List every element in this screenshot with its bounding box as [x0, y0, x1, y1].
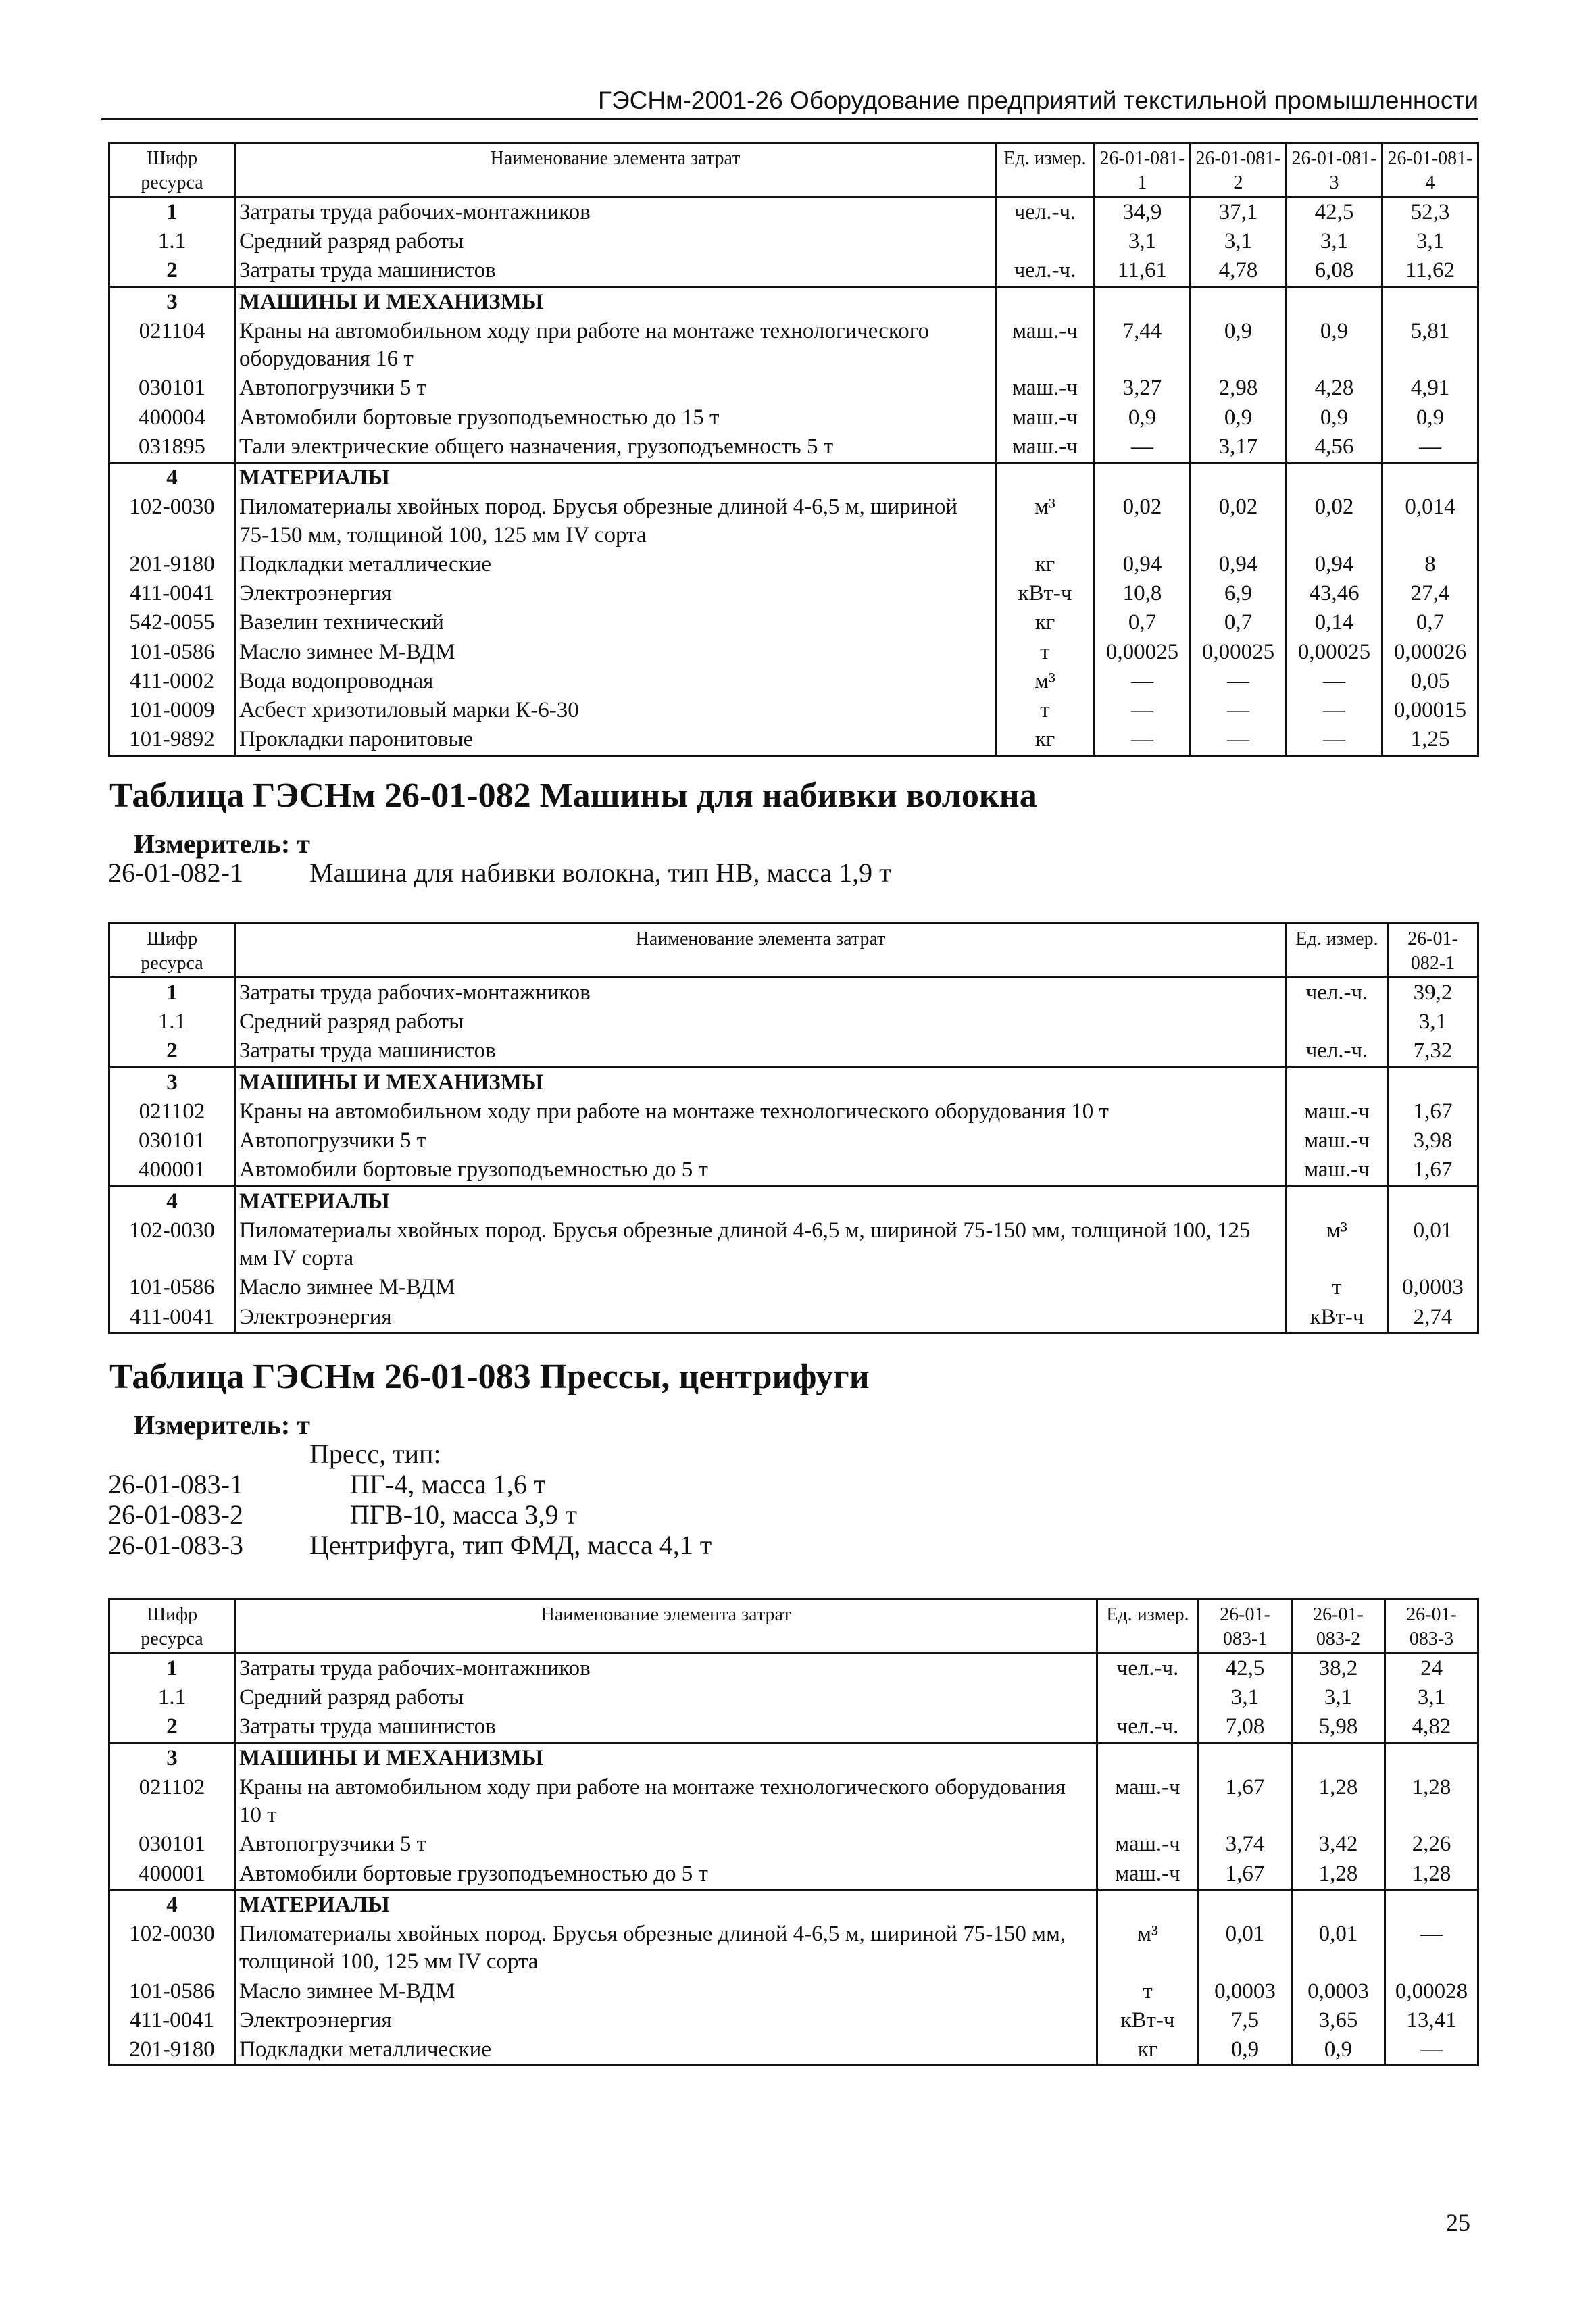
cell-code: 031895: [109, 432, 235, 463]
header-unit: Ед. измер.: [1097, 1599, 1199, 1653]
header-unit: Ед. измер.: [1287, 924, 1388, 978]
section-row: [109, 1186, 1478, 1216]
cell-unit: чел.-ч.: [996, 256, 1095, 287]
cell-value: 13,41: [1385, 2006, 1478, 2035]
table-row: [109, 227, 1478, 256]
cell-value: 4,91: [1382, 374, 1478, 403]
cell-name: Средний разряд работы: [235, 1683, 1097, 1712]
cell-value: 3,1: [1191, 227, 1287, 256]
cell-value: 3,1: [1388, 1007, 1478, 1037]
cell-unit: м³: [1097, 1920, 1199, 1977]
cell-value: 3,65: [1292, 2006, 1385, 2035]
cell-name: Автопогрузчики 5 т: [235, 374, 996, 403]
cell-code: 411-0041: [109, 2006, 235, 2035]
cell-value: 3,1: [1095, 227, 1191, 256]
cell-value: —: [1191, 725, 1287, 755]
item-description: Машина для набивки волокна, тип НВ, масса 1,9 т: [309, 857, 891, 888]
cell-name: Электроэнергия: [235, 1303, 1287, 1333]
cell-code: 411-0041: [109, 1303, 235, 1333]
cell-code: 400001: [109, 1860, 235, 1890]
cell-value: —: [1095, 725, 1191, 755]
cell-value: 37,1: [1191, 197, 1287, 227]
cell-unit: [1287, 1007, 1388, 1037]
cell-name: Прокладки паронитовые: [235, 725, 996, 755]
cell-value: —: [1191, 696, 1287, 725]
cell-value: 0,94: [1287, 550, 1382, 579]
table-row: [109, 1037, 1478, 1067]
cell-value: 0,7: [1095, 608, 1191, 637]
section-row: [109, 1743, 1478, 1773]
cell-value: 11,62: [1382, 256, 1478, 287]
cell-value: 27,4: [1382, 579, 1478, 608]
cell-value: 3,1: [1382, 227, 1478, 256]
cell-value: 2,98: [1191, 374, 1287, 403]
table-row: [109, 579, 1478, 608]
section-row: [109, 463, 1478, 493]
cell-value: 0,02: [1095, 493, 1191, 550]
cell-value: 3,74: [1199, 1830, 1292, 1859]
cell-value: —: [1095, 432, 1191, 463]
cell-code: 102-0030: [109, 493, 235, 550]
table-row: [109, 1007, 1478, 1037]
cell-value: 3,1: [1287, 227, 1382, 256]
cell-value: 0,01: [1388, 1216, 1478, 1274]
cell-code: 411-0002: [109, 667, 235, 696]
cell-code: 1: [109, 197, 235, 227]
page-number: 25: [1446, 2209, 1470, 2236]
cell-unit: чел.-ч.: [1097, 1653, 1199, 1683]
cell-code: 021102: [109, 1097, 235, 1126]
cell-value: —: [1385, 1920, 1478, 1977]
cell-code: 3: [109, 1067, 235, 1097]
cell-unit: [1097, 1683, 1199, 1712]
header-name: Наименование элемента затрат: [235, 924, 1287, 978]
cell-name: Подкладки металлические: [235, 550, 996, 579]
cell-unit: т: [1097, 1977, 1199, 2006]
cell-code: 4: [109, 1186, 235, 1216]
cell-value: 0,9: [1287, 403, 1382, 432]
cell-name: Электроэнергия: [235, 2006, 1097, 2035]
header-rule: [101, 118, 1478, 120]
cell-value: —: [1287, 667, 1382, 696]
table-row: [109, 2006, 1478, 2035]
cell-unit: маш.-ч: [1097, 1773, 1199, 1831]
cell-value: 42,5: [1199, 1653, 1292, 1683]
header-code: Шифр ресурса: [109, 1599, 235, 1653]
cell-unit: т: [996, 696, 1095, 725]
table-row: [109, 1155, 1478, 1186]
table-row: [109, 256, 1478, 287]
cell-value: 34,9: [1095, 197, 1191, 227]
cell-value: 2,74: [1388, 1303, 1478, 1333]
table-row: [109, 1712, 1478, 1743]
cell-value: 0,9: [1382, 403, 1478, 432]
section-row: [109, 1067, 1478, 1097]
section-title: МАШИНЫ И МЕХАНИЗМЫ: [235, 1067, 1287, 1097]
cell-code: 2: [109, 1712, 235, 1743]
cell-name: Вазелин технический: [235, 608, 996, 637]
cell-value: 0,9: [1199, 2035, 1292, 2066]
table-row: [109, 374, 1478, 403]
table-row: [109, 2035, 1478, 2066]
cell-value: 0,9: [1095, 403, 1191, 432]
cell-unit: чел.-ч.: [1287, 1037, 1388, 1067]
cell-value: 1,67: [1388, 1155, 1478, 1186]
cell-value: 0,94: [1191, 550, 1287, 579]
cell-value: 6,08: [1287, 256, 1382, 287]
cell-value: 5,81: [1382, 317, 1478, 374]
table-row: [109, 608, 1478, 637]
cell-value: 0,014: [1382, 493, 1478, 550]
header-col: 26-01-081-2: [1191, 143, 1287, 197]
cell-value: 0,05: [1382, 667, 1478, 696]
cell-value: 0,00015: [1382, 696, 1478, 725]
cell-name: Автопогрузчики 5 т: [235, 1126, 1287, 1155]
section-title: МАШИНЫ И МЕХАНИЗМЫ: [235, 287, 996, 317]
section-title-083: Таблица ГЭСНм 26-01-083 Прессы, центрифуги: [109, 1358, 870, 1396]
cell-value: 52,3: [1382, 197, 1478, 227]
cell-value: 1,28: [1292, 1860, 1385, 1890]
cell-value: 3,1: [1292, 1683, 1385, 1712]
table-row: [109, 638, 1478, 667]
cell-value: 1,67: [1199, 1773, 1292, 1831]
table-row: [109, 725, 1478, 755]
cell-value: 0,02: [1191, 493, 1287, 550]
item-code: 26-01-083-3: [108, 1530, 243, 1560]
cell-value: 0,7: [1382, 608, 1478, 637]
item-description: ПГ-4, масса 1,6 т: [350, 1469, 546, 1499]
cell-name: Масло зимнее М-ВДМ: [235, 1977, 1097, 2006]
table-row: [109, 1860, 1478, 1890]
table-row: [109, 1977, 1478, 2006]
item-code: 26-01-083-2: [108, 1499, 243, 1530]
table-header-row: [109, 924, 1478, 978]
cell-code: 400004: [109, 403, 235, 432]
cell-unit: кВт-ч: [1097, 2006, 1199, 2035]
cell-value: 0,7: [1191, 608, 1287, 637]
header-col: 26-01-083-1: [1199, 1599, 1292, 1653]
table-row: [109, 197, 1478, 227]
cell-value: 3,27: [1095, 374, 1191, 403]
cell-code: 4: [109, 463, 235, 493]
cell-value: 0,02: [1287, 493, 1382, 550]
cell-value: 0,00025: [1287, 638, 1382, 667]
cell-value: 4,56: [1287, 432, 1382, 463]
cell-value: 0,9: [1191, 317, 1287, 374]
table-row: [109, 1216, 1478, 1274]
cell-value: —: [1095, 696, 1191, 725]
item-description: ПГВ-10, масса 3,9 т: [350, 1499, 578, 1530]
cell-code: 101-9892: [109, 725, 235, 755]
cell-value: —: [1287, 696, 1382, 725]
section-title: МАТЕРИАЛЫ: [235, 463, 996, 493]
cell-code: 3: [109, 287, 235, 317]
cell-value: 0,9: [1292, 2035, 1385, 2066]
running-header: ГЭСНм-2001-26 Оборудование предприятий текстильной промышленности: [598, 86, 1478, 114]
cell-name: Затраты труда машинистов: [235, 1712, 1097, 1743]
cell-value: 5,98: [1292, 1712, 1385, 1743]
table-row: [109, 1920, 1478, 1977]
cell-name: Пиломатериалы хвойных пород. Брусья обрезные длиной 4-6,5 м, шириной 75-150 мм, толщиной 100, 125 мм IV сорта: [235, 493, 996, 550]
cell-value: 43,46: [1287, 579, 1382, 608]
cell-value: 3,42: [1292, 1830, 1385, 1859]
cell-value: 8: [1382, 550, 1478, 579]
cell-code: 400001: [109, 1155, 235, 1186]
cell-unit: маш.-ч: [996, 403, 1095, 432]
cell-name: Подкладки металлические: [235, 2035, 1097, 2066]
cell-value: 3,1: [1199, 1683, 1292, 1712]
cell-value: 0,9: [1287, 317, 1382, 374]
cell-name: Затраты труда рабочих-монтажников: [235, 197, 996, 227]
cell-value: 0,00025: [1095, 638, 1191, 667]
header-col: 26-01-081-3: [1287, 143, 1382, 197]
table-row: [109, 493, 1478, 550]
cell-value: 0,00025: [1191, 638, 1287, 667]
cell-unit: т: [996, 638, 1095, 667]
cell-value: 7,08: [1199, 1712, 1292, 1743]
table-row: [109, 1653, 1478, 1683]
section-row: [109, 287, 1478, 317]
cell-unit: т: [1287, 1273, 1388, 1302]
cell-unit: кВт-ч: [1287, 1303, 1388, 1333]
cell-value: —: [1385, 2035, 1478, 2066]
section-title: МАШИНЫ И МЕХАНИЗМЫ: [235, 1743, 1097, 1773]
table-row: [109, 1097, 1478, 1126]
cell-code: 201-9180: [109, 2035, 235, 2066]
cell-name: Краны на автомобильном ходу при работе на монтаже технологического оборудования 10 т: [235, 1097, 1287, 1126]
cell-code: 411-0041: [109, 579, 235, 608]
table-row: [109, 667, 1478, 696]
cell-value: 10,8: [1095, 579, 1191, 608]
table-header-row: [109, 143, 1478, 197]
cell-name: Электроэнергия: [235, 579, 996, 608]
header-col: 26-01-083-3: [1385, 1599, 1478, 1653]
cell-value: 1,28: [1292, 1773, 1385, 1831]
measure-label-083: Измеритель: т: [134, 1410, 310, 1440]
cell-name: Пиломатериалы хвойных пород. Брусья обрезные длиной 4-6,5 м, шириной 75-150 мм, толщиной 100, 125 мм IV сорта: [235, 1216, 1287, 1274]
cell-unit: маш.-ч: [1097, 1830, 1199, 1859]
resource-table-081: [108, 142, 1479, 757]
cell-code: 1: [109, 1653, 235, 1683]
cell-code: 201-9180: [109, 550, 235, 579]
cell-unit: маш.-ч: [1097, 1860, 1199, 1890]
section-title-082: Таблица ГЭСНм 26-01-082 Машины для набивки волокна: [109, 776, 1037, 815]
table-row: [109, 550, 1478, 579]
cell-unit: м³: [996, 493, 1095, 550]
cell-unit: маш.-ч: [996, 317, 1095, 374]
table-header-row: [109, 1599, 1478, 1653]
cell-name: Тали электрические общего назначения, грузоподъемность 5 т: [235, 432, 996, 463]
cell-value: 24: [1385, 1653, 1478, 1683]
cell-value: 3,1: [1385, 1683, 1478, 1712]
item-code: 26-01-082-1: [108, 857, 243, 888]
cell-value: 38,2: [1292, 1653, 1385, 1683]
cell-code: 101-0009: [109, 696, 235, 725]
cell-code: 102-0030: [109, 1216, 235, 1274]
cell-value: —: [1095, 667, 1191, 696]
cell-unit: [996, 227, 1095, 256]
cell-name: Краны на автомобильном ходу при работе на монтаже технологического оборудования 16 т: [235, 317, 996, 374]
item-description: Центрифуга, тип ФМД, масса 4,1 т: [309, 1530, 712, 1560]
cell-unit: м³: [996, 667, 1095, 696]
cell-code: 1: [109, 977, 235, 1007]
cell-code: 1.1: [109, 1683, 235, 1712]
cell-value: 7,5: [1199, 2006, 1292, 2035]
cell-value: 0,94: [1095, 550, 1191, 579]
cell-value: 7,32: [1388, 1037, 1478, 1067]
cell-code: 3: [109, 1743, 235, 1773]
cell-value: 0,0003: [1292, 1977, 1385, 2006]
header-name: Наименование элемента затрат: [235, 1599, 1097, 1653]
cell-unit: кг: [996, 608, 1095, 637]
cell-name: Автомобили бортовые грузоподъемностью до 5 т: [235, 1155, 1287, 1186]
cell-value: 0,14: [1287, 608, 1382, 637]
table-row: [109, 1830, 1478, 1859]
cell-name: Вода водопроводная: [235, 667, 996, 696]
cell-unit: кг: [996, 725, 1095, 755]
cell-code: 2: [109, 256, 235, 287]
cell-unit: чел.-ч.: [1097, 1712, 1199, 1743]
cell-code: 2: [109, 1037, 235, 1067]
cell-code: 102-0030: [109, 1920, 235, 1977]
cell-code: 4: [109, 1889, 235, 1920]
cell-value: 7,44: [1095, 317, 1191, 374]
table-row: [109, 1273, 1478, 1302]
cell-code: 021104: [109, 317, 235, 374]
section-title: МАТЕРИАЛЫ: [235, 1889, 1097, 1920]
cell-name: Масло зимнее М-ВДМ: [235, 1273, 1287, 1302]
cell-value: 4,82: [1385, 1712, 1478, 1743]
item-code: 26-01-083-1: [108, 1469, 243, 1499]
cell-value: —: [1191, 667, 1287, 696]
cell-unit: кг: [996, 550, 1095, 579]
cell-unit: кВт-ч: [996, 579, 1095, 608]
cell-name: Асбест хризотиловый марки К-6-30: [235, 696, 996, 725]
cell-name: Автопогрузчики 5 т: [235, 1830, 1097, 1859]
cell-value: 0,00028: [1385, 1977, 1478, 2006]
cell-name: Автомобили бортовые грузоподъемностью до 5 т: [235, 1860, 1097, 1890]
header-code: Шифр ресурса: [109, 924, 235, 978]
cell-unit: маш.-ч: [1287, 1126, 1388, 1155]
cell-name: Автомобили бортовые грузоподъемностью до 15 т: [235, 403, 996, 432]
cell-value: 1,67: [1388, 1097, 1478, 1126]
cell-unit: маш.-ч: [996, 374, 1095, 403]
cell-value: 1,67: [1199, 1860, 1292, 1890]
cell-code: 1.1: [109, 1007, 235, 1037]
cell-unit: м³: [1287, 1216, 1388, 1274]
cell-name: Средний разряд работы: [235, 227, 996, 256]
cell-value: —: [1382, 432, 1478, 463]
cell-value: 0,01: [1199, 1920, 1292, 1977]
cell-unit: маш.-ч: [1287, 1097, 1388, 1126]
cell-name: Пиломатериалы хвойных пород. Брусья обрезные длиной 4-6,5 м, шириной 75-150 мм, толщиной 100, 125 мм IV сорта: [235, 1920, 1097, 1977]
cell-value: 11,61: [1095, 256, 1191, 287]
cell-value: 3,17: [1191, 432, 1287, 463]
cell-value: 0,00026: [1382, 638, 1478, 667]
resource-table-082: [108, 922, 1479, 1334]
cell-value: 1,28: [1385, 1860, 1478, 1890]
cell-name: Средний разряд работы: [235, 1007, 1287, 1037]
cell-code: 101-0586: [109, 1977, 235, 2006]
cell-value: 1,25: [1382, 725, 1478, 755]
cell-value: 0,01: [1292, 1920, 1385, 1977]
cell-name: Затраты труда рабочих-монтажников: [235, 977, 1287, 1007]
cell-name: Затраты труда машинистов: [235, 1037, 1287, 1067]
cell-value: 6,9: [1191, 579, 1287, 608]
cell-code: 030101: [109, 1830, 235, 1859]
cell-code: 1.1: [109, 227, 235, 256]
cell-value: 0,9: [1191, 403, 1287, 432]
cell-value: 3,98: [1388, 1126, 1478, 1155]
table-row: [109, 696, 1478, 725]
cell-name: Затраты труда рабочих-монтажников: [235, 1653, 1097, 1683]
cell-value: 1,28: [1385, 1773, 1478, 1831]
table-row: [109, 432, 1478, 463]
header-code: Шифр ресурса: [109, 143, 235, 197]
table-row: [109, 1126, 1478, 1155]
cell-unit: чел.-ч.: [1287, 977, 1388, 1007]
cell-code: 030101: [109, 1126, 235, 1155]
table-row: [109, 1683, 1478, 1712]
cell-code: 542-0055: [109, 608, 235, 637]
section-row: [109, 1889, 1478, 1920]
cell-value: 4,28: [1287, 374, 1382, 403]
cell-name: Затраты труда машинистов: [235, 256, 996, 287]
cell-code: 021102: [109, 1773, 235, 1831]
cell-value: —: [1287, 725, 1382, 755]
cell-code: 101-0586: [109, 1273, 235, 1302]
header-col: 26-01-082-1: [1388, 924, 1478, 978]
cell-value: 0,0003: [1388, 1273, 1478, 1302]
table-row: [109, 317, 1478, 374]
cell-value: 2,26: [1385, 1830, 1478, 1859]
table-row: [109, 1303, 1478, 1333]
header-col: 26-01-081-4: [1382, 143, 1478, 197]
cell-name: Масло зимнее М-ВДМ: [235, 638, 996, 667]
cell-value: 4,78: [1191, 256, 1287, 287]
cell-value: 39,2: [1388, 977, 1478, 1007]
header-col: 26-01-083-2: [1292, 1599, 1385, 1653]
cell-unit: кг: [1097, 2035, 1199, 2066]
resource-table-083: [108, 1598, 1479, 2066]
measure-label-082: Измеритель: т: [134, 828, 310, 859]
header-unit: Ед. измер.: [996, 143, 1095, 197]
cell-value: 42,5: [1287, 197, 1382, 227]
cell-name: Краны на автомобильном ходу при работе на монтаже технологического оборудования 10 т: [235, 1773, 1097, 1831]
cell-code: 030101: [109, 374, 235, 403]
cell-code: 101-0586: [109, 638, 235, 667]
cell-unit: чел.-ч.: [996, 197, 1095, 227]
cell-unit: маш.-ч: [996, 432, 1095, 463]
table-row: [109, 403, 1478, 432]
cell-value: 0,0003: [1199, 1977, 1292, 2006]
cell-unit: маш.-ч: [1287, 1155, 1388, 1186]
item-intro: Пресс, тип:: [309, 1439, 441, 1469]
table-row: [109, 1773, 1478, 1831]
header-col: 26-01-081-1: [1095, 143, 1191, 197]
table-row: [109, 977, 1478, 1007]
section-title: МАТЕРИАЛЫ: [235, 1186, 1287, 1216]
header-name: Наименование элемента затрат: [235, 143, 996, 197]
